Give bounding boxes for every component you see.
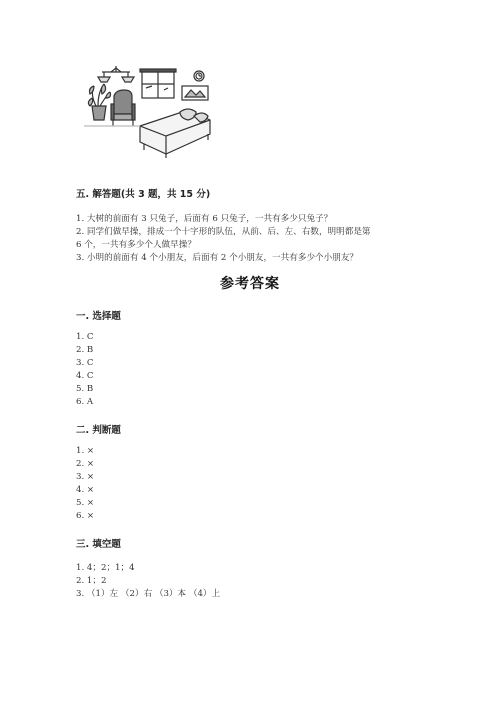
bed-icon <box>140 109 210 158</box>
answer-item: 1. C <box>76 332 94 342</box>
answer-item: 2. B <box>76 345 94 355</box>
question-2-line-2: 6 个，一共有多少个人做早操？ <box>76 240 196 250</box>
answer-item: 2. 1；2 <box>76 576 107 586</box>
question-2-line-1: 2. 同学们做早操，排成一个十字形的队伍，从前、后、左、右数，明明都是第 <box>76 227 371 237</box>
answer-item: 4. C <box>76 371 94 381</box>
lamp-icon <box>98 66 134 82</box>
answers-title: 参考答案 <box>220 276 280 292</box>
answer-item: 3. （1）左 （2）右 （3）本 （4）上 <box>76 589 221 599</box>
question-1: 1. 大树的前面有 3 只兔子，后面有 6 只兔子，一共有多少只兔子？ <box>76 214 333 224</box>
answer-item: 5. × <box>76 498 95 508</box>
question-3: 3. 小明的前面有 4 个小朋友，后面有 2 个小朋友，一共有多少个小朋友？ <box>76 253 359 263</box>
window-icon <box>140 69 176 98</box>
section-5-title: 五. 解答题(共 3 题，共 15 分) <box>76 189 211 200</box>
answer-item: 3. C <box>76 358 94 368</box>
room-illustration <box>84 64 224 159</box>
plant-icon <box>88 84 110 120</box>
answer-item: 5. B <box>76 384 94 394</box>
answer-item: 2. × <box>76 459 95 469</box>
part-3-title: 三. 填空题 <box>76 539 121 550</box>
answer-item: 6. A <box>76 397 94 407</box>
picture-frame-icon <box>182 86 208 100</box>
answer-item: 4. × <box>76 485 95 495</box>
answer-item: 1. 4；2；1；4 <box>76 563 135 573</box>
answer-item: 3. × <box>76 472 95 482</box>
answer-item: 1. × <box>76 446 95 456</box>
part-1-title: 一. 选择题 <box>76 311 121 322</box>
answer-item: 6. × <box>76 511 95 521</box>
armchair-icon <box>111 90 135 126</box>
part-2-title: 二. 判断题 <box>76 425 121 436</box>
clock-icon <box>194 71 204 81</box>
